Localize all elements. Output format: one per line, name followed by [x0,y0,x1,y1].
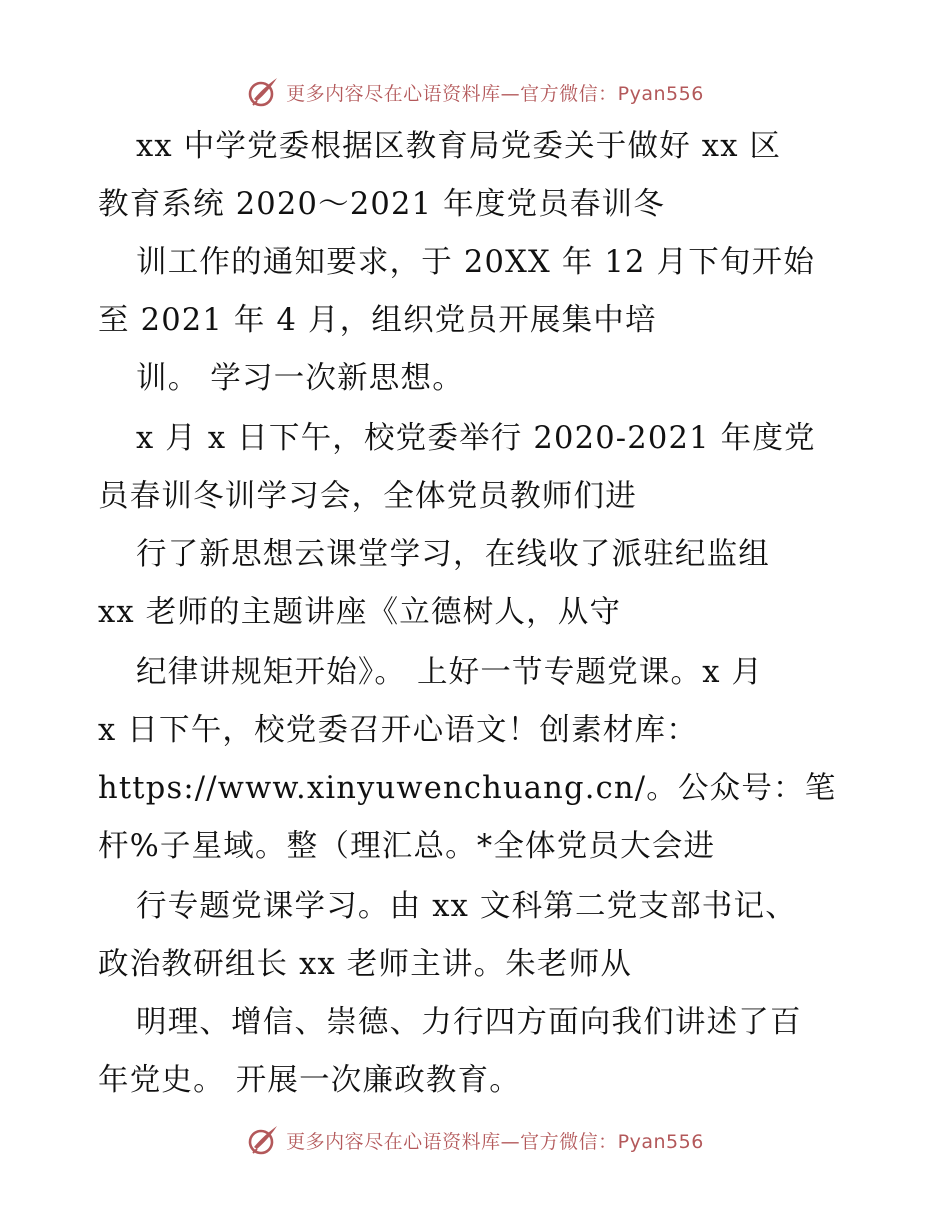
text-line: xx 中学党委根据区教育局党委关于做好 xx 区 [136,129,782,164]
text-line: x 月 x 日下午，校党委举行 2020-2021 年度党 [136,421,816,456]
text-line: 纪律讲规矩开始》。 上好一节专题党课。x 月 [136,655,764,690]
text-line: 训工作的通知要求，于 20XX 年 12 月下旬开始 [136,245,816,280]
text-line: 行了新思想云课堂学习，在线收了派驻纪监组 [136,537,770,572]
text-line: 政治教研组长 xx 老师主讲。朱老师从 [98,947,633,982]
text-line: 杆%子星域。整（理汇总。*全体党员大会进 [98,829,716,864]
footer-banner [0,1120,950,1160]
quill-circle-logo-icon [246,1123,280,1157]
banner-text: 更多内容尽在心语资料库—官方微信：Pyan556 [286,82,704,105]
text-line: 行专题党课学习。由 xx 文科第二党支部书记、 [136,889,797,924]
text-line: 年党史。 开展一次廉政教育。 [98,1063,521,1098]
text-line: 至 2021 年 4 月，组织党员开展集中培 [98,303,657,338]
text-line: https://www.xinyuwenchuang.cn/。公众号：笔 [98,771,837,806]
text-line: 教育系统 2020～2021 年度党员春训冬 [98,187,666,222]
banner-text: 更多内容尽在心语资料库—官方微信：Pyan556 [286,1130,704,1153]
text-line: xx 老师的主题讲座《立德树人，从守 [98,595,622,630]
text-line: 明理、增信、崇德、力行四方面向我们讲述了百 [136,1005,802,1040]
text-line: 训。 学习一次新思想。 [136,361,464,396]
text-line: x 日下午，校党委召开心语文！创素材库： [98,713,698,748]
text-line: 员春训冬训学习会，全体党员教师们进 [98,479,637,514]
